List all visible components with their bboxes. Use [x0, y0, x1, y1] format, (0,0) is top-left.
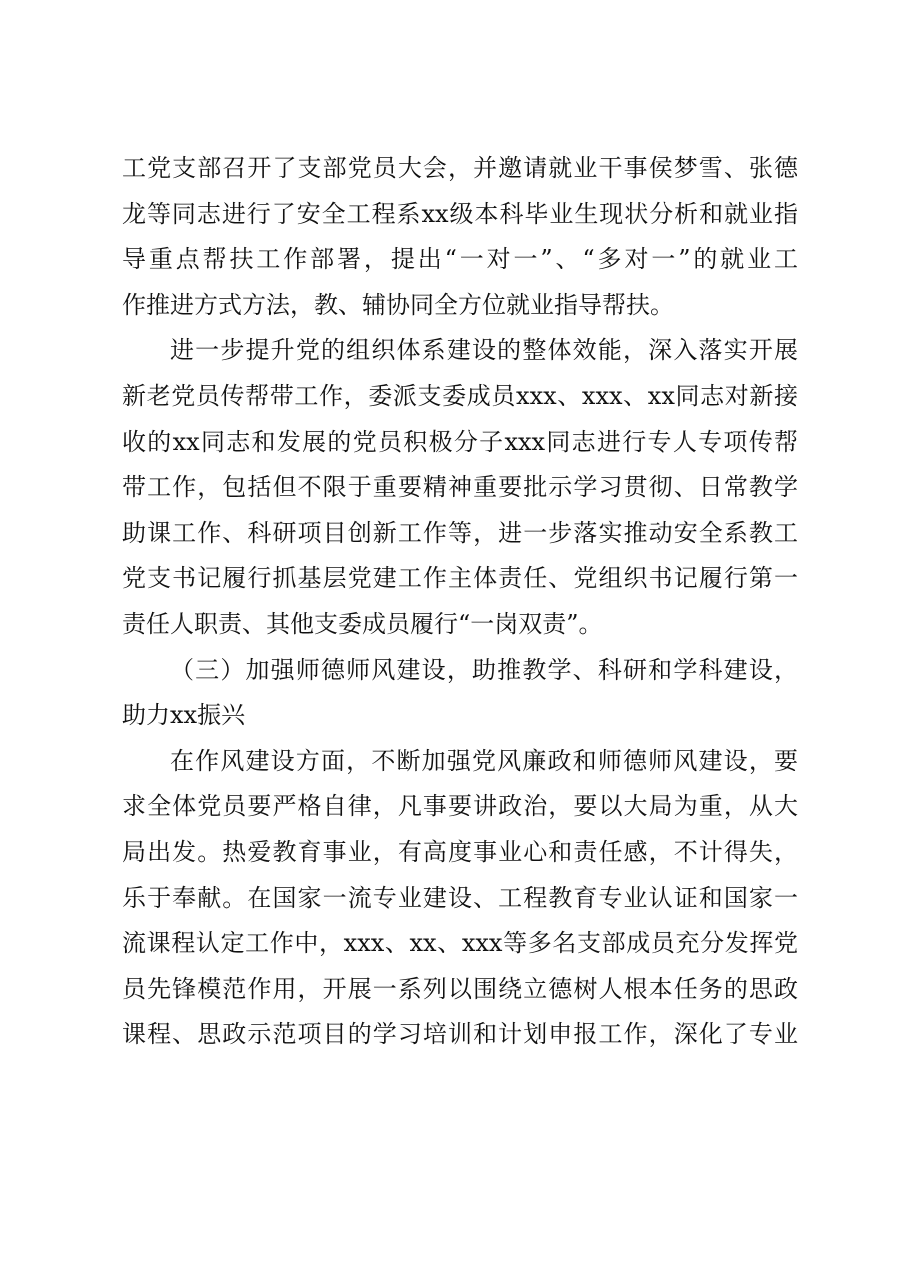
text-line: 党支书记履行抓基层党建工作主体责任、党组织书记履行第一 — [122, 564, 798, 593]
text-line: 责任人职责、其他支委成员履行“一岗双责”。 — [122, 609, 603, 638]
heading-line: （三）加强师德师风建设，助推教学、科研和学科建设， — [170, 655, 798, 684]
text-line: 求全体党员要严格自律，凡事要讲政治，要以大局为重，从大 — [122, 792, 798, 821]
text-line: 乐于奉献。在国家一流专业建设、工程教育专业认证和国家一 — [122, 883, 798, 912]
text-line: 流课程认定工作中，xxx、xx、xxx等多名支部成员充分发挥党 — [122, 929, 798, 958]
text-line: 助课工作、科研项目创新工作等，进一步落实推动安全系教工 — [122, 518, 798, 547]
paragraph-mentoring — [122, 328, 798, 647]
section-heading — [122, 648, 798, 739]
text-line: 新老党员传帮带工作，委派支委成员xxx、xxx、xx同志对新接 — [122, 381, 798, 410]
text-line: 员先锋模范作用，开展一系列以围绕立德树人根本任务的思政 — [122, 974, 798, 1003]
text-line: 课程、思政示范项目的学习培训和计划申报工作，深化了专业 — [122, 1020, 798, 1049]
paragraph-employment-guidance — [122, 146, 798, 328]
document-page — [122, 146, 798, 1058]
text-line: 龙等同志进行了安全工程系xx级本科毕业生现状分析和就业指 — [122, 199, 798, 228]
text-line: 带工作，包括但不限于重要精神重要批示学习贯彻、日常教学 — [122, 473, 798, 502]
text-line: 进一步提升党的组织体系建设的整体效能，深入落实开展 — [170, 336, 798, 365]
text-line: 在作风建设方面，不断加强党风廉政和师德师风建设，要 — [170, 746, 798, 775]
paragraph-work-style — [122, 739, 798, 1058]
text-line: 局出发。热爱教育事业，有高度事业心和责任感，不计得失， — [122, 837, 798, 866]
text-line: 作推进方式方法，教、辅协同全方位就业指导帮扶。 — [122, 290, 674, 319]
text-line: 收的xx同志和发展的党员积极分子xxx同志进行专人专项传帮 — [122, 427, 798, 456]
heading-line: 助力xx振兴 — [122, 701, 246, 730]
text-line: 工党支部召开了支部党员大会，并邀请就业干事侯梦雪、张德 — [122, 154, 798, 182]
text-line: 导重点帮扶工作部署，提出“一对一”、“多对一”的就业工 — [122, 245, 798, 274]
